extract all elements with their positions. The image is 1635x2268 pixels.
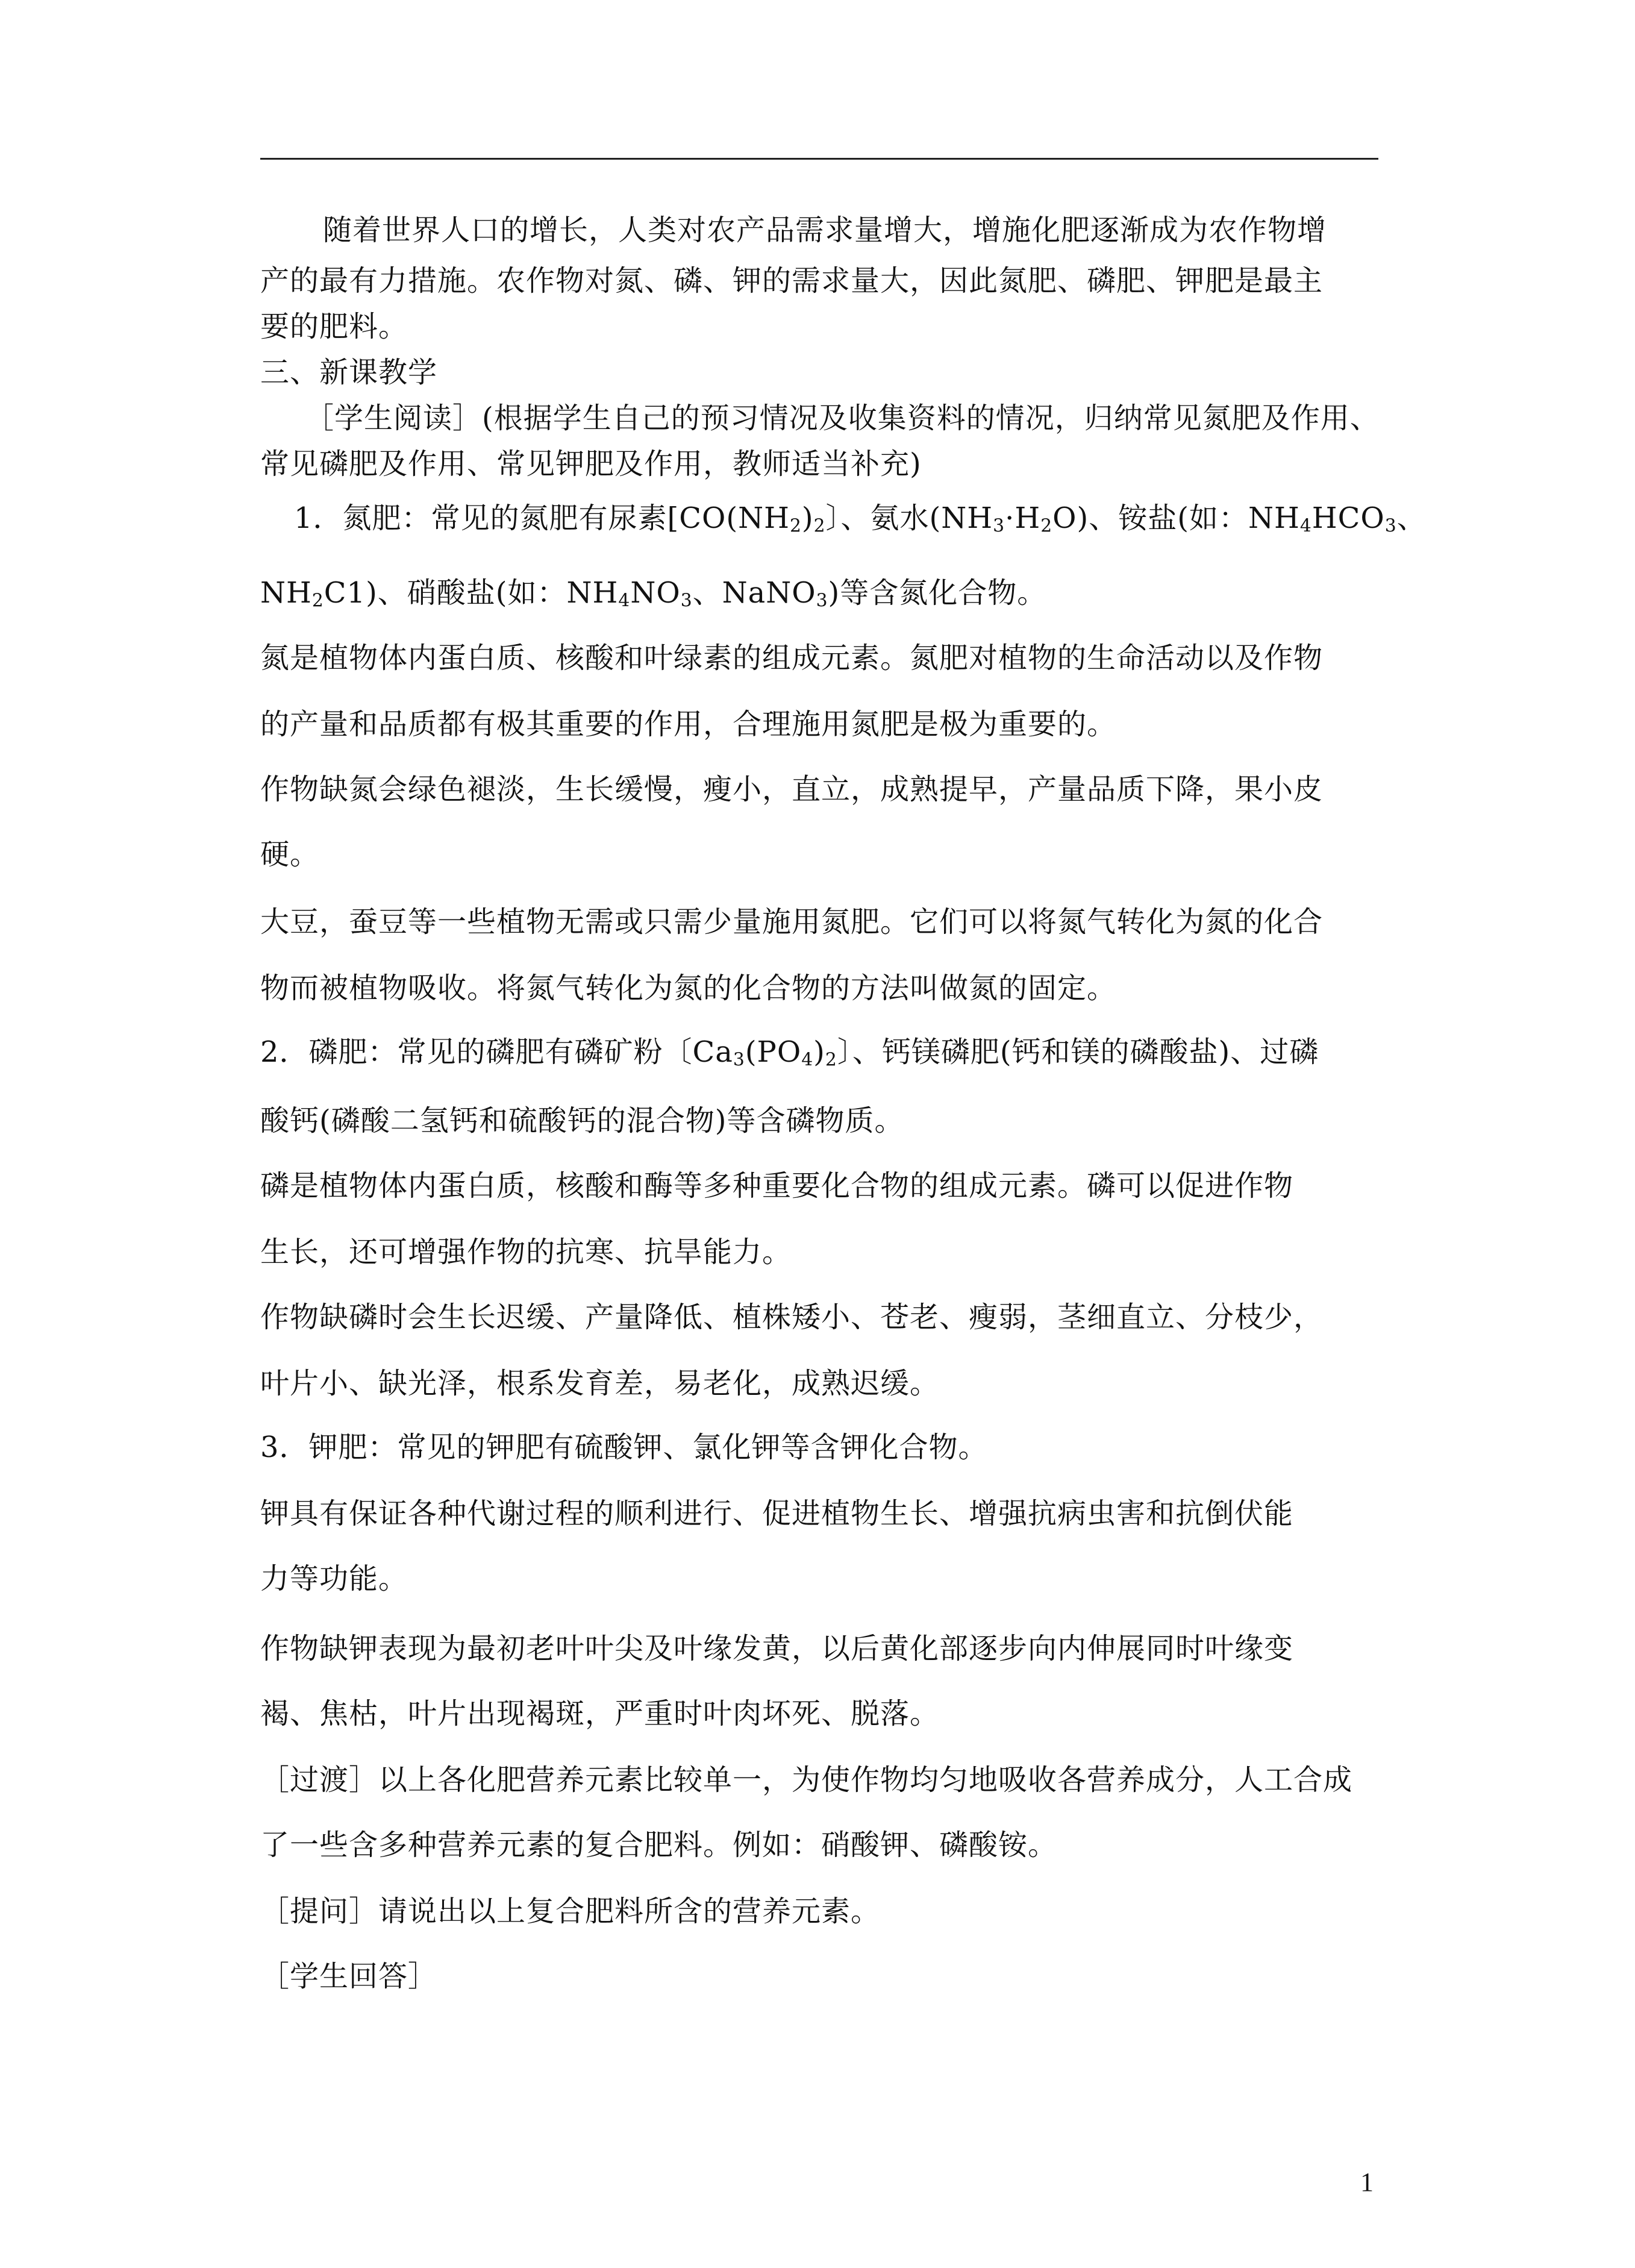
nitrogen-paragraph-line-3 [260, 771, 1323, 807]
phosphorus-fertilizer-line-2 [260, 1103, 904, 1139]
text-run: )等含氮化合物。 [828, 576, 1047, 610]
potassium-paragraph-line-2 [260, 1561, 408, 1597]
text-run: HCO [1311, 501, 1385, 535]
intro-line-2-text: 产的最有力措施。农作物对氮、磷、钾的需求量大，因此氮肥、磷肥、钾肥是最主 [260, 264, 1324, 298]
subscript: 4 [801, 1049, 814, 1071]
text-run: ［提问］请说出以上复合肥料所含的营养元素。 [260, 1894, 881, 1928]
transition-line-2 [260, 1827, 1057, 1863]
text-run: 作物缺氮会绿色褪淡，生长缓慢，瘦小，直立，成熟提早，产量品质下降，果小皮 [260, 772, 1324, 806]
section-heading-text: 三、新课教学 [260, 356, 438, 389]
text-run: ) [813, 1035, 825, 1069]
transition-line-1 [260, 1762, 1352, 1798]
intro-line-1-text: 随着世界人口的增长，人类对农产品需求量增大，增施化肥逐渐成为农作物增 [323, 213, 1327, 247]
text-run: 物而被植物吸收。将氮气转化为氮的化合物的方法叫做氮的固定。 [260, 971, 1117, 1005]
text-run: 作物缺磷时会生长迟缓、产量降低、植株矮小、苍老、瘦弱，茎细直立、分枝少， [260, 1300, 1324, 1334]
subscript: 2 [1040, 515, 1053, 537]
intro-line-3-text: 要的肥料。 [260, 310, 408, 343]
reading-line-2-text: 常见磷肥及作用、常见钾肥及作用，教师适当补充) [260, 447, 922, 481]
text-run: 大豆，蚕豆等一些植物无需或只需少量施用氮肥。它们可以将氮气转化为氮的化合 [260, 905, 1324, 939]
reading-line-2 [260, 446, 922, 482]
text-run: 1．氮肥：常见的氮肥有尿素[CO(NH [294, 501, 790, 535]
reading-line-1-text: ［学生阅读］(根据学生自己的预习情况及收集资料的情况，归纳常见氮肥及作用、 [305, 401, 1380, 435]
text-run: (PO [745, 1035, 802, 1069]
text-run: ［学生回答］ [260, 1959, 438, 1993]
subscript: 2 [789, 515, 802, 537]
text-run: 力等功能。 [260, 1562, 408, 1596]
text-run: 生长，还可增强作物的抗寒、抗旱能力。 [260, 1235, 792, 1269]
nitrogen-paragraph-line-2 [260, 706, 1116, 742]
subscript: 3 [680, 590, 693, 612]
text-run: 叶片小、缺光泽，根系发育差，易老化，成熟迟缓。 [260, 1367, 940, 1400]
phosphorus-paragraph-line-3 [260, 1299, 1323, 1335]
intro-line-1 [323, 212, 1327, 248]
potassium-paragraph-line-3 [260, 1631, 1293, 1667]
text-run: 〕、钙镁磷肥(钙和镁的磷酸盐)、过磷 [837, 1035, 1319, 1069]
nitrogen-paragraph-line-1 [260, 640, 1323, 676]
subscript: 2 [311, 590, 324, 612]
phosphorus-paragraph-line-1 [260, 1168, 1293, 1204]
subscript: 4 [618, 590, 631, 612]
text-run: 磷是植物体内蛋白质，核酸和酶等多种重要化合物的组成元素。磷可以促进作物 [260, 1169, 1294, 1203]
text-run: 硬。 [260, 838, 320, 871]
phosphorus-paragraph-line-4 [260, 1365, 939, 1402]
text-run: 〕、氨水(NH [825, 501, 993, 535]
text-run: NH [260, 576, 312, 610]
question-line [260, 1893, 880, 1929]
potassium-paragraph-line-4 [260, 1696, 939, 1732]
nitrogen-fertilizer-line-1 [294, 500, 1427, 536]
subscript: 3 [733, 1049, 745, 1071]
intro-line-3 [260, 309, 408, 345]
subscript: 4 [1299, 515, 1312, 537]
text-run: ) [801, 501, 814, 535]
text-run: ·H [1005, 501, 1041, 535]
text-run: 酸钙(磷酸二氢钙和硫酸钙的混合物)等含磷物质。 [260, 1104, 904, 1138]
potassium-paragraph-line-1 [260, 1496, 1293, 1532]
potassium-fertilizer-line-1 [260, 1429, 988, 1465]
section-heading [260, 354, 437, 390]
text-run: 褐、焦枯，叶片出现褐斑，严重时叶肉坏死、脱落。 [260, 1697, 940, 1731]
text-run: 钾具有保证各种代谢过程的顺利进行、促进植物生长、增强抗病虫害和抗倒伏能 [260, 1497, 1294, 1530]
subscript: 2 [825, 1049, 837, 1071]
text-run: 、NaNO [692, 576, 816, 610]
subscript: 3 [1384, 515, 1397, 537]
student-answer-line [260, 1958, 437, 1994]
subscript: 2 [813, 515, 826, 537]
text-run: 了一些含多种营养元素的复合肥料。例如：硝酸钾、磷酸铵。 [260, 1828, 1058, 1862]
text-run: C1)、硝酸盐(如：NH [324, 576, 619, 610]
intro-line-2 [260, 263, 1323, 299]
text-run: ［过渡］以上各化肥营养元素比较单一，为使作物均匀地吸收各营养成分，人工合成 [260, 1763, 1353, 1797]
phosphorus-fertilizer-line-1 [260, 1034, 1319, 1070]
text-run: 3．钾肥：常见的钾肥有硫酸钾、氯化钾等含钾化合物。 [260, 1430, 988, 1464]
nitrogen-paragraph-line-6 [260, 970, 1116, 1006]
text-run: O)、铵盐(如：NH [1052, 501, 1300, 535]
text-run: 2．磷肥：常见的磷肥有磷矿粉〔Ca [260, 1035, 733, 1069]
page-number: 1 [1360, 2167, 1374, 2197]
reading-line-1 [305, 400, 1380, 436]
subscript: 3 [993, 515, 1005, 537]
text-run: 氮是植物体内蛋白质、核酸和叶绿素的组成元素。氮肥对植物的生命活动以及作物 [260, 641, 1324, 675]
nitrogen-paragraph-line-5 [260, 904, 1323, 940]
phosphorus-paragraph-line-2 [260, 1234, 792, 1270]
text-run: 的产量和品质都有极其重要的作用，合理施用氮肥是极为重要的。 [260, 707, 1117, 741]
nitrogen-paragraph-line-4 [260, 836, 319, 872]
text-run: 、 [1396, 501, 1427, 535]
nitrogen-fertilizer-line-2 [260, 575, 1046, 611]
header-rule [260, 158, 1378, 160]
subscript: 3 [816, 590, 828, 612]
text-run: 作物缺钾表现为最初老叶叶尖及叶缘发黄，以后黄化部逐步向内伸展同时叶缘变 [260, 1632, 1294, 1665]
text-run: NO [630, 576, 681, 610]
